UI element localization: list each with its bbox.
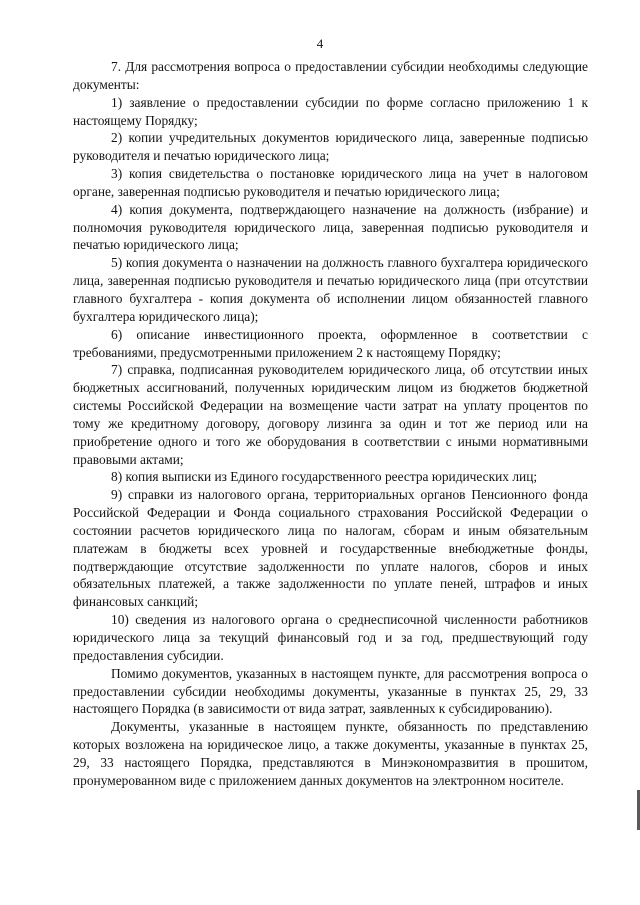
list-item-10: 10) сведения из налогового органа о среднесписочной численности работников юридического лица за текущий финансовый год и за год, предшествующий году предоставления субсидии. — [73, 612, 588, 663]
list-item-4: 4) копия документа, подтверждающего назначение на должность (избрание) и полномочия руководителя юридического лица, заверенная подписью руководителя и печатью юридического лица; — [73, 201, 588, 253]
list-item-6: 6) описание инвестиционного проекта, оформленное в соответствии с требованиями, предусмотренными приложением 2 к настоящему Порядку; — [73, 326, 588, 360]
list-item-1: 1) заявление о предоставлении субсидии по форме согласно приложению 1 к настоящему Порядку; — [73, 94, 588, 128]
document-body — [73, 58, 588, 790]
list-item-2: 2) копии учредительных документов юридического лица, заверенные подписью руководителя и печатью юридического лица; — [73, 130, 588, 164]
list-item-3: 3) копия свидетельства о постановке юридического лица на учет в налоговом органе, заверенная подписью руководителя и печатью юридического лица; — [73, 166, 588, 199]
list-item-7: 7) справка, подписанная руководителем юридического лица, об отсутствии иных бюджетных ассигнований, полученных юридическим лицом из бюджетов бюджетной системы Российской Федерации на возмещение части затрат на уплату процентов по тому же кредитному договору, договору лизинга за один и тот же период или на приобретение одного и того же оборудования в соответствии с иными нормативными правовыми актами; — [73, 362, 588, 467]
paragraph-additional-documents: Помимо документов, указанных в настоящем пункте, для рассмотрения вопроса о предоставлении субсидии необходимы документы, указанные в пунктах 25, 29, 33 настоящего Порядка (в зависимости от вида затрат, заявленных к субсидированию). — [73, 665, 588, 717]
paragraph-submission-format: Документы, указанные в настоящем пункте, обязанность по представлению которых возложена на юридическое лицо, а также документы, указанные в пунктах 25, 29, 33 настоящего Порядка, представляются в Минэкономразвития в прошитом, пронумерованном виде с приложением данных документов на электронном носителе. — [73, 719, 588, 788]
page-number: 4 — [316, 36, 324, 51]
list-item-9: 9) справки из налогового органа, территориальных органов Пенсионного фонда Российской Федерации и Фонда социального страхования Российской Федерации о состоянии расчетов юридического лица по налогам, сборам и иным обязательным платежам в бюджеты всех уровней и государственные внебюджетные фонды, подтверждающие отсутствие задолженности по уплате налогов, сборов и иных обязательных платежей, а также задолженности по уплате пеней, штрафов и иных финансовых санкций; — [73, 487, 588, 610]
list-item-8: 8) копия выписки из Единого государственного реестра юридических лиц; — [111, 469, 538, 485]
paragraph-clause-7-intro: 7. Для рассмотрения вопроса о предоставлении субсидии необходимы следующие документы: — [73, 59, 588, 92]
list-item-5: 5) копия документа о назначении на должность главного бухгалтера юридического лица, заверенная подписью руководителя и печатью юридического лица (при отсутствии главного бухгалтера - копия документа об исполнении лицом обязанностей главного бухгалтера юридического лица); — [73, 255, 588, 324]
